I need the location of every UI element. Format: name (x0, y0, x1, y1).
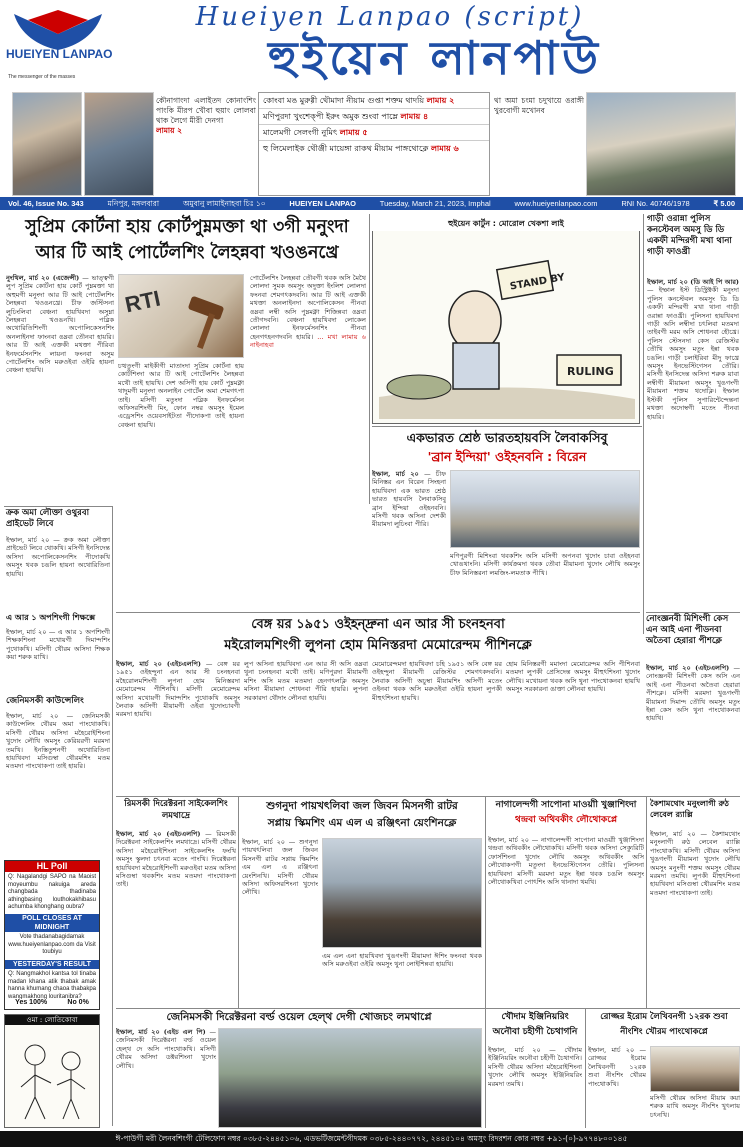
right2-headline[interactable]: নোংজ্ঞনবী মিশিংগী কেস এন আই এনা পীডনবা অতৈবা হেরারা পীশক্লে (646, 614, 729, 646)
poll-head: HL Poll (5, 861, 99, 872)
left-headline-3[interactable]: জেনিমসকী কাউন্সেলিং (6, 696, 84, 706)
row4-b-body: ইম্ফাল, মার্চ ২০ — খৌদাম ইঞ্জিনিয়রিং অনৌবা চহীগী চৈথাগনি। মসিগী থৌরম অসিদা মহৈরোইশিংনা খুদোং লৌখি অমসুং ইঞ্জিনিয়রিং মরমদা তমখি। (488, 1046, 582, 1088)
story2-headline[interactable]: একভারত শ্রেষ্ঠ ভারতহায়বসি লৈবাকসিবু 'ব্রান ইন্দিয়া' ওইহনবনি : বিরেন (406, 430, 608, 464)
lead-body-left: নুংথিল, মার্চ ২০ (এজেন্সী) — ভাত্ত্বগী লুপ সুপ্রিম কোর্টনা হায় কোর্ট পুম্নমক্তা থা অহুমগী মনুংদা আর টি আই পোর্টেলশিং লৈহন্নবা খওঙনখ্রে। চীফ জস্টিসনা লুচিংলিবা বেঞ্চনা হায়খিবদা অসুম্না লৈহন্নবা খওঙনখি। পব্লিক অথোরিতিশিংগী অপোলিকেসনশিং অনলাইনদা ফাংনবা ঙম্নবা তৌনবা হায়রি। আর টি আই এক্তকী মথক্তা পীরিবা ইনফর্মেসনশিং লায়না ফংনবা অসুম পোর্টেলশিং অসি মরুওইবা ওইরি হায়না বেঞ্চনা হায়খি। (6, 274, 114, 375)
mid-body-4: হোম মিনিস্তরগী মমাংদা মেমোরেন্দম অসি পীশিনবা মতমদা লুপকী প্রেসিদেন্ত অমসুং মীহুৎশিংনা খুদোং লৌখি। মখোয়না থবক অসি থুনা পাংথোকনবা হায়খি অমসুং সরকারনা ঙাক্তা লৌনবা হায়খি। (506, 660, 640, 694)
lead-body-right: পোর্টেলশিং লৈহন্নবা তৌবগী থবক অসি মৈথৈ লোলদা সুমক অমসুং অদুক্তা ইংলিশ লোলদা ফংনবা শেমগৎকদবনি। আর টি আই এক্তকী মথক্তা অনলাইনদা অপোলিকেসন পীনবা ঙম্নবা লম্বী অসি পুম্নমক্না শিজিন্নবা ঙম্নবা তৌগদবনি। বেঞ্চনা হায়খিবদা লোকেল লোলদা ইনফর্মেসনশিং পীনবা হেনগৎহনগদবনি হায়রি। ... মখা লামায় ৬ নাইনাহবা (250, 274, 366, 350)
masthead-title: হুইয়েন লানপাউ (268, 31, 602, 85)
right-top-body: ইম্ফাল, মার্চ ২০ (ডি আই পি আর) — ইম্ফাল ইস্ট ডিস্ট্রিক্টকী মনুংদা পুলিস কনস্টেবল অমসুং ডি ডি একফী মন্দিরগী মখা থানা গাড়ী ওরান্না ফাওখ্রী। পুলিসনা হায়খিবদা গাড়ী অসি লম্বীদা চৎলিবা মতমদা তাইবগী মরম অসি শোধনবা হৌখ্রে। পুলিস স্টেসনদা কেস রেজিস্টর তৌখি অমসুং মতুং ইন্না থবক চঙলি। গাড়ী চলাইরিবা মীদু ফাখ্রে অমসুং ইনভেস্টিগেসন তৌরি। মসিগী ইনসিদেন্ত অসিদা শরুক য়াবা লম্বীগী মীয়ামনা অমসুং খুঙগংগী মীয়ামনা শক্তম থদোক্লি। ইম্ফাল ইস্টকী পুলিস সুপারিন্টেন্দেন্তনা মথক্তা অদোম্বগী মতেং পীনবা হায়রি। (647, 278, 739, 421)
poll-closes-label: POLL CLOSES AT MIDNIGHT (5, 914, 99, 932)
poll-no: No 0% (67, 999, 89, 1006)
place-date-bn: মনিপুর, মঙ্গলবারা (107, 199, 160, 208)
row3-b-headline[interactable]: শুগনুদা পায়খৎলিবা জল জিবন মিসনগী রাটর সপ্লায় স্কিমশিং এম এল এ রঞ্জিৎনা য়েংশিনক্লে (266, 800, 458, 829)
row4-b-headline[interactable]: খৌদাম ইঞ্জিনিয়রিং অনৌবা চহীগী চৈথাগনি (492, 1012, 578, 1037)
row4-c-body: ইম্ফাল, মার্চ ২০ — রোজ্জর ইরোম লৈখিবনগী ১২রক শুবা নীংশিং খৌরম পাংথোকখি। (588, 1046, 646, 1088)
price: ₹ 5.00 (713, 199, 735, 208)
masthead-script-title: Hueiyen Lanpao (script) (195, 2, 585, 32)
row4-a-photo (218, 1028, 482, 1128)
poll-question: Q: Nagalandgi SAPO na Maoist moyeumbu nakuiga areda changbada thadinaba athingbasing louthokakhibasu achumba khonghang oubra? (8, 874, 96, 910)
mid-headline[interactable]: বেঙ্গ য়র ১৯৫১ ওইহন্দ্রুনা এন আর সী চংনহনবা মইরোলমশিংগী লুপনা হোম মিনিস্তরদা মেমোরেন্দম পীশিনক্লে (224, 617, 532, 653)
lead-body-mid: চত্থতুংগী মাইকীগী মাতাংদা সুপ্রিম কোর্টনা হায় কোর্টশিংদা আর টি আই পোর্টেলশিং লৈহন্নবা মথৌ তাই হায়খি। দেশ অসিগী হায় কোর্ট পুম্নমক্না থাদুমগী মনুংদা অনলাইন পোর্টেল অমা শেমগৎপা তাই। মসিগী মতুংদা পব্লিক ইনফর্মেসন অফিসরশিংগী মিং, ফোন নম্বর অমসুং ইমেল এড্রেসশিং ওয়েবসাইটতা পীদোকপা তাই হায়না বেঞ্চনা হায়খি। (118, 362, 244, 429)
mid-body-2: লুপ অসিনা হায়খিবদা এন আর সী অসি ঙম্নবা থুনা চংনহনবা মথৌ তাই। মণিপুরদা মীয়ামগী মশিং অসি মতম মতমদা হেনগৎলক্লি অমসুং মসিনা মীয়ামদা শোধনবা পীরি হায়রি। লুপনা সরকারদা থৌদাং লৌনবা হায়খি। (244, 660, 368, 702)
teaser-right-caption: থা অমা চংমা চদুখায়ে ঙরাঙ্গী খুরবোগী মখোনব (494, 96, 584, 115)
poll-result-label: YESTERDAY'S RESULT (5, 960, 99, 969)
row4-a-headline[interactable]: জেনিমসকী দিরেক্টরনা বর্ল্ড ওয়েল হেল্থ দেগী খোজচং লমথাপ্লে (166, 1011, 432, 1023)
teaser-item[interactable]: হু লিমেলাইক থৌঞ্জী মায়েঙ্গা রাকথ মীয়াম পাঙ্গথোক্লে লামায় ৬ (263, 143, 459, 153)
left-cartoon (4, 1014, 100, 1128)
cartoon-figure-icon (5, 1025, 99, 1125)
cartoon-tag-ruling: RULING (567, 365, 614, 378)
pages: অমুবানু লামাইনাহবা চিঃ ১০ (182, 199, 266, 208)
cartoon-tag-standby: STAND BY (509, 272, 566, 293)
poll-yes: Yes 100% (15, 999, 48, 1006)
story2-body-left: ইম্ফাল, মার্চ ২০ — চীফ মিনিস্তর এন বিরেন সিংহনা হায়খিবদা এক ভারত শ্রেষ্ঠ ভারত হায়বসি লৈবাকসিবু ব্রান ইন্দিয়া ওইহনবনি। মসিগী থবক অসিনা দেশকী মীয়ামদা লুচিংবা পীরি। (372, 470, 446, 529)
rni: RNI No. 40746/1978 (621, 199, 690, 208)
teaser-item[interactable]: মণিপুরদা খুংশেক্‌পী ইরুং অমুক শুংবা পাম্লে লামায় ৪ (259, 109, 489, 125)
poll-vote-text[interactable]: Vote thadanabagidamak www.hueiyenlanpao.com da Visit toubiyu (8, 934, 96, 955)
rti-label: RTI (122, 285, 163, 318)
row3-b-body: ইম্ফাল, মার্চ ২০ — শুগনুদা পায়খৎলিবা জল জিবন মিসনগী রাটর সপ্লায় স্কিমশিং এম এল এ রঞ্জিৎনা য়েংশিনখি। মসিগী থৌরম অসিদা অফিসরশিংনা খুদোং লৌখি। (242, 838, 318, 897)
row4-c-photo (650, 1046, 740, 1092)
row3-d-headline[interactable]: কৈশামথোং মনুংলাগী রুঠ লেবেল র‌্যাল্লি (650, 799, 729, 819)
lead-headline[interactable]: সুপ্রিম কোর্টনা হায় কোর্টপুম্নমক্তা থা ৩গী মনুংদা আর টি আই পোর্টেলশিং লৈহন্নবা খওঙনখ্রে (25, 217, 349, 263)
story2-photo (450, 470, 640, 548)
cartoon-heading: হুইয়েন কার্টুন : মোরোল খেকশা লাই (372, 216, 640, 231)
row3-c-body: ইম্ফাল, মার্চ ২০ — নাগালেন্দগী সাপোনা মাওয়াী খুঞ্জাশিংদা থন্দ্রবা অথিবকীং লৌথোকখি। মসিগী থবক অসিদা সেক্যুরিটি ফোর্সশিংনা খুদোং লৌখি অমসুং অথিবকীং অসি লৌথোকপগী মতুংদা ইনভেস্টিগেসন তৌরি। পুলিসনা হায়খিবদা মসিগী মরমদা মতুং ইন্না থবক চঙলি অমসুং লৌথোকখিবা পোৎশিং অসি থানাদা থমখি। (488, 836, 644, 887)
row4-a-body: ইম্ফাল, মার্চ ২০ (এইচ এল পি) — জেনিমসকী দিরেক্টরনা বর্ল্ড ওয়েল হেল্থ দে অসি পাংথোকখি। মসিগী থৌরম অসিদা ডক্টরশিংনা খুদোং লৌখি। (116, 1028, 216, 1070)
row4-c-body-2: মসিগী থৌরম অসিদা মীয়াম কয়া শরুক য়াখি অমসুং নীংশিং খুৎলায় চৎনখি। (650, 1094, 740, 1119)
left-body-3: ইম্ফাল, মার্চ ২০ — জেনিমসকী কাউন্সেলিং থৌরম অমা পাংথোকখি। মসিগী থৌরম অসিদা মহৈরোইশিংনা খুদোং লৌখি অমসুং কেরিয়রগী মরমদা তমখি। ইনস্তিতুশনগী অথোরিতিনা হায়খিবদা মসিগুম্বা থৌরমশিং মতম মতমদা পাংথোকপা তাই হায়রি। (6, 712, 110, 771)
left-body-2: ইম্ফাল, মার্চ ২০ — এ আর ১ অপশিংগী শিক্ষকশিংনা মখোয়গী দিমান্দশিং পুথোকখি। মসিগী থৌরম অসিদা শিক্ষক কয়া শরুক য়াখি। (6, 628, 110, 662)
info-banner (0, 197, 743, 210)
hl-poll (4, 860, 100, 1010)
cartoon (372, 216, 640, 424)
logo-text: HUEIYEN LANPAO (6, 47, 113, 61)
row4-c-headline[interactable]: রোজ্জর ইরোম লৈখিবনগী ১২রক শুবা নীংশিং খৌরম পাংথোকপ্লে (600, 1012, 728, 1037)
row3-c-headline[interactable]: নাগালেন্দগী সাপোনা মাওয়াী খুঞ্জাশিংদা থন্দ্রবা অথিবকীং লৌথোকপ্লে (495, 800, 637, 825)
teaser-item[interactable]: কোংবা মঙ মুরুগ্গী থৌমাদা নীয়াম গুপ্তা শক্তম থাদয়ি লামায় ২ (259, 93, 489, 109)
date: Tuesday, March 21, 2023, Imphal (379, 199, 491, 208)
left-body-1: ইম্ফাল, মার্চ ২০ — ক্রক অমা লৌক্তা প্রাইভেট লিবে থোকখি। মসিগী ইনসিদেন্ত অসিদা অপোলিকেসনশিং পীদোকখি অমসুং থবক চঙলি হায়না অথোরিতিনা হায়খি। (6, 536, 110, 578)
right2-body: ইম্ফাল, মার্চ ২০ (এইচএলপি) — নোংজ্ঞনবী মিশিংগী কেস অসি এন আই এনা পীডনবা অতৈবা হেরারা পীশক্লে। মসিগী মরমদা খুঙগংগী মীয়ামনা দিমান্দ তৌখি অমসুং মতুং ইন্না কেস অসি থুনা পাংথোকনবা হায়খি। (646, 664, 740, 723)
teaser-photo-right (586, 92, 736, 196)
teaser-left-caption: কৌনাগাংদা এলাইতদ কোনাংশিং পাংকি মীরপ খৌবা হুয়াং লোলবা থাক লৈগে মীরী দেনগা লামায় ২ (156, 96, 256, 135)
masthead (0, 0, 743, 92)
rti-gavel-image (118, 274, 244, 358)
row3-d-body: ইম্ফাল, মার্চ ২০ — কৈশামথোং মনুংলাগী রুঠ লেবেল র‌্যাল্লি পাংথোকখি। মসিগী থৌরম অসিদা খুঙগংগী মীয়ামনা খুদোং লৌখি অমসুং মনুংগী শক্তম অমসুং থৌরম মরমদা তমখি। লুপকী মীহুৎশিংনা হায়খিবদা মসিগুম্বা থৌরমশিং মতম মতমদা পাংথোকপা তাই। (650, 830, 740, 897)
mid-body-3: মেমোরেন্দমদা হায়খিবদা চহি ১৯৫১ অসি বেঙ্গ য়র ওইহন্দুনা মীয়ামগী রেজিস্টর শেমগৎকদবনি। লৈবাক অসিগী অচুম্বা মীয়ামশিং অসিগী মতেং ওইনবা থবক অসি মরুওইবা ওইরি হায়না লুপকী মীহুৎশিংনা হায়খি। (372, 660, 502, 702)
teaser-photo-left (12, 92, 82, 196)
logo-tagline: The messenger of the masses (8, 74, 76, 80)
right-top-headline[interactable]: গাড়ী ওরান্না পুলিস কনস্টেবল অমসু ডি ডি একফী মন্দিরগী মখা থানা গাড়ী ফাওখ্রী (647, 214, 732, 257)
website[interactable]: www.hueiyenlanpao.com (514, 199, 598, 208)
volume: Vol. 46, Issue No. 343 (8, 199, 84, 208)
paper-name: HUEIYEN LANPAO (289, 199, 356, 208)
footer: ঈ-পাউগী মরী লৈনবশিংগী টেলিফোন নম্বর ০৩৮৫-২৪৪৫১০৬, এডভর্টিজমেন্টগীদমক ০৩৮৫-২৪৪০৭৭২, ২৪৪৫১০৪ অমসুং রিদরশন কোর নম্বর +৯১-(০)-৯৭৭৪৮০০১৪৫ (0, 1131, 743, 1147)
left-cartoon-caption: ওমা : লোতিকোবা (5, 1015, 99, 1025)
cartoon-drawing-icon (379, 237, 635, 419)
gavel-icon (179, 295, 239, 351)
row3-b-photo (322, 838, 482, 948)
left-headline-1[interactable]: ক্রক অমা লৌক্তা ওথুরবা প্রাইভেট লিবে (6, 508, 90, 529)
row3-a-body: ইম্ফাল, মার্চ ২০ (এইচএলপি) — রিমসকী দিরেক্টরনা সাইকেলশিং লমথাদ্রে। মসিগী থৌরম অসিদা মহৈরোইশিংনা সাইকেলশিং ফংখি অমসুং স্কুলদা চৎনবা মতেং পাংখি। দিরেক্টরনা হায়খিবদা মহৈরোইশিংগী মরুওইবা মতম অসিদা মসিগুম্বা থবকশিং মতম মতমদা পাংথোকপা তাই। (116, 830, 236, 889)
teaser-photo-left-2 (84, 92, 154, 196)
row3-b-body-2: এম এল এনা হায়খিবদা খুঙগংগী মীয়ামদা ঈশিং ফংনবা থবক অসি মরুওইবা ওইরি অমসুং থুনা লোইশিন্নবা হায়খি। (322, 952, 482, 969)
story2-body-right: মণিপুরগী মিশিংবা থবকশিং অসি মসিগী অপনবা খুদোং চাবা ওইহনবা খোঙথাংনি। মসিগী কার্যক্রমদা থবক তৌবা মীয়ামনা খুদোং লৌখি অমসুং চীফ মিনিস্তরনা লমজিং-লমতাক পীখি। (450, 552, 640, 577)
poll-previous-question: Q: Nangmakhol kantsa tol tinaba madan khana atik thabak amak hanna khumang chaoa thabakpa wangmakhong louritanibra? (8, 971, 96, 999)
left-headline-2[interactable]: এ আর ১ অপশিংগী শিক্ষক্সে (6, 613, 96, 622)
teaser-list (258, 92, 490, 196)
teaser-item[interactable]: মালেমগী সেলংগী নুমিৎ লামায় ৫ (259, 125, 489, 141)
logo-icon (8, 6, 108, 52)
mid-body-1: ইম্ফাল, মার্চ ২০ (এইচএলপি) — বেঙ্গ য়র ১৯৫১ ওইহন্দুনা এন আর সী চংনহনবা মহৈরোলমশিংগী লুপনা হোম মিনিস্তরদা মেমোরেন্দম পীশিনখি। মসিগী মেমোরেন্দম অসিদা মখোয়গী দিমান্দশিং পুথোকখি অমসুং লৈবাক অসিগী মীয়ামগী ওইবা খুদোংচাবগী মরমদা হায়খি। (116, 660, 240, 719)
row3-a-headline[interactable]: রিমসকী দিরেক্টরনা সাইকেলশিং লমথাদ্রে (124, 799, 228, 821)
